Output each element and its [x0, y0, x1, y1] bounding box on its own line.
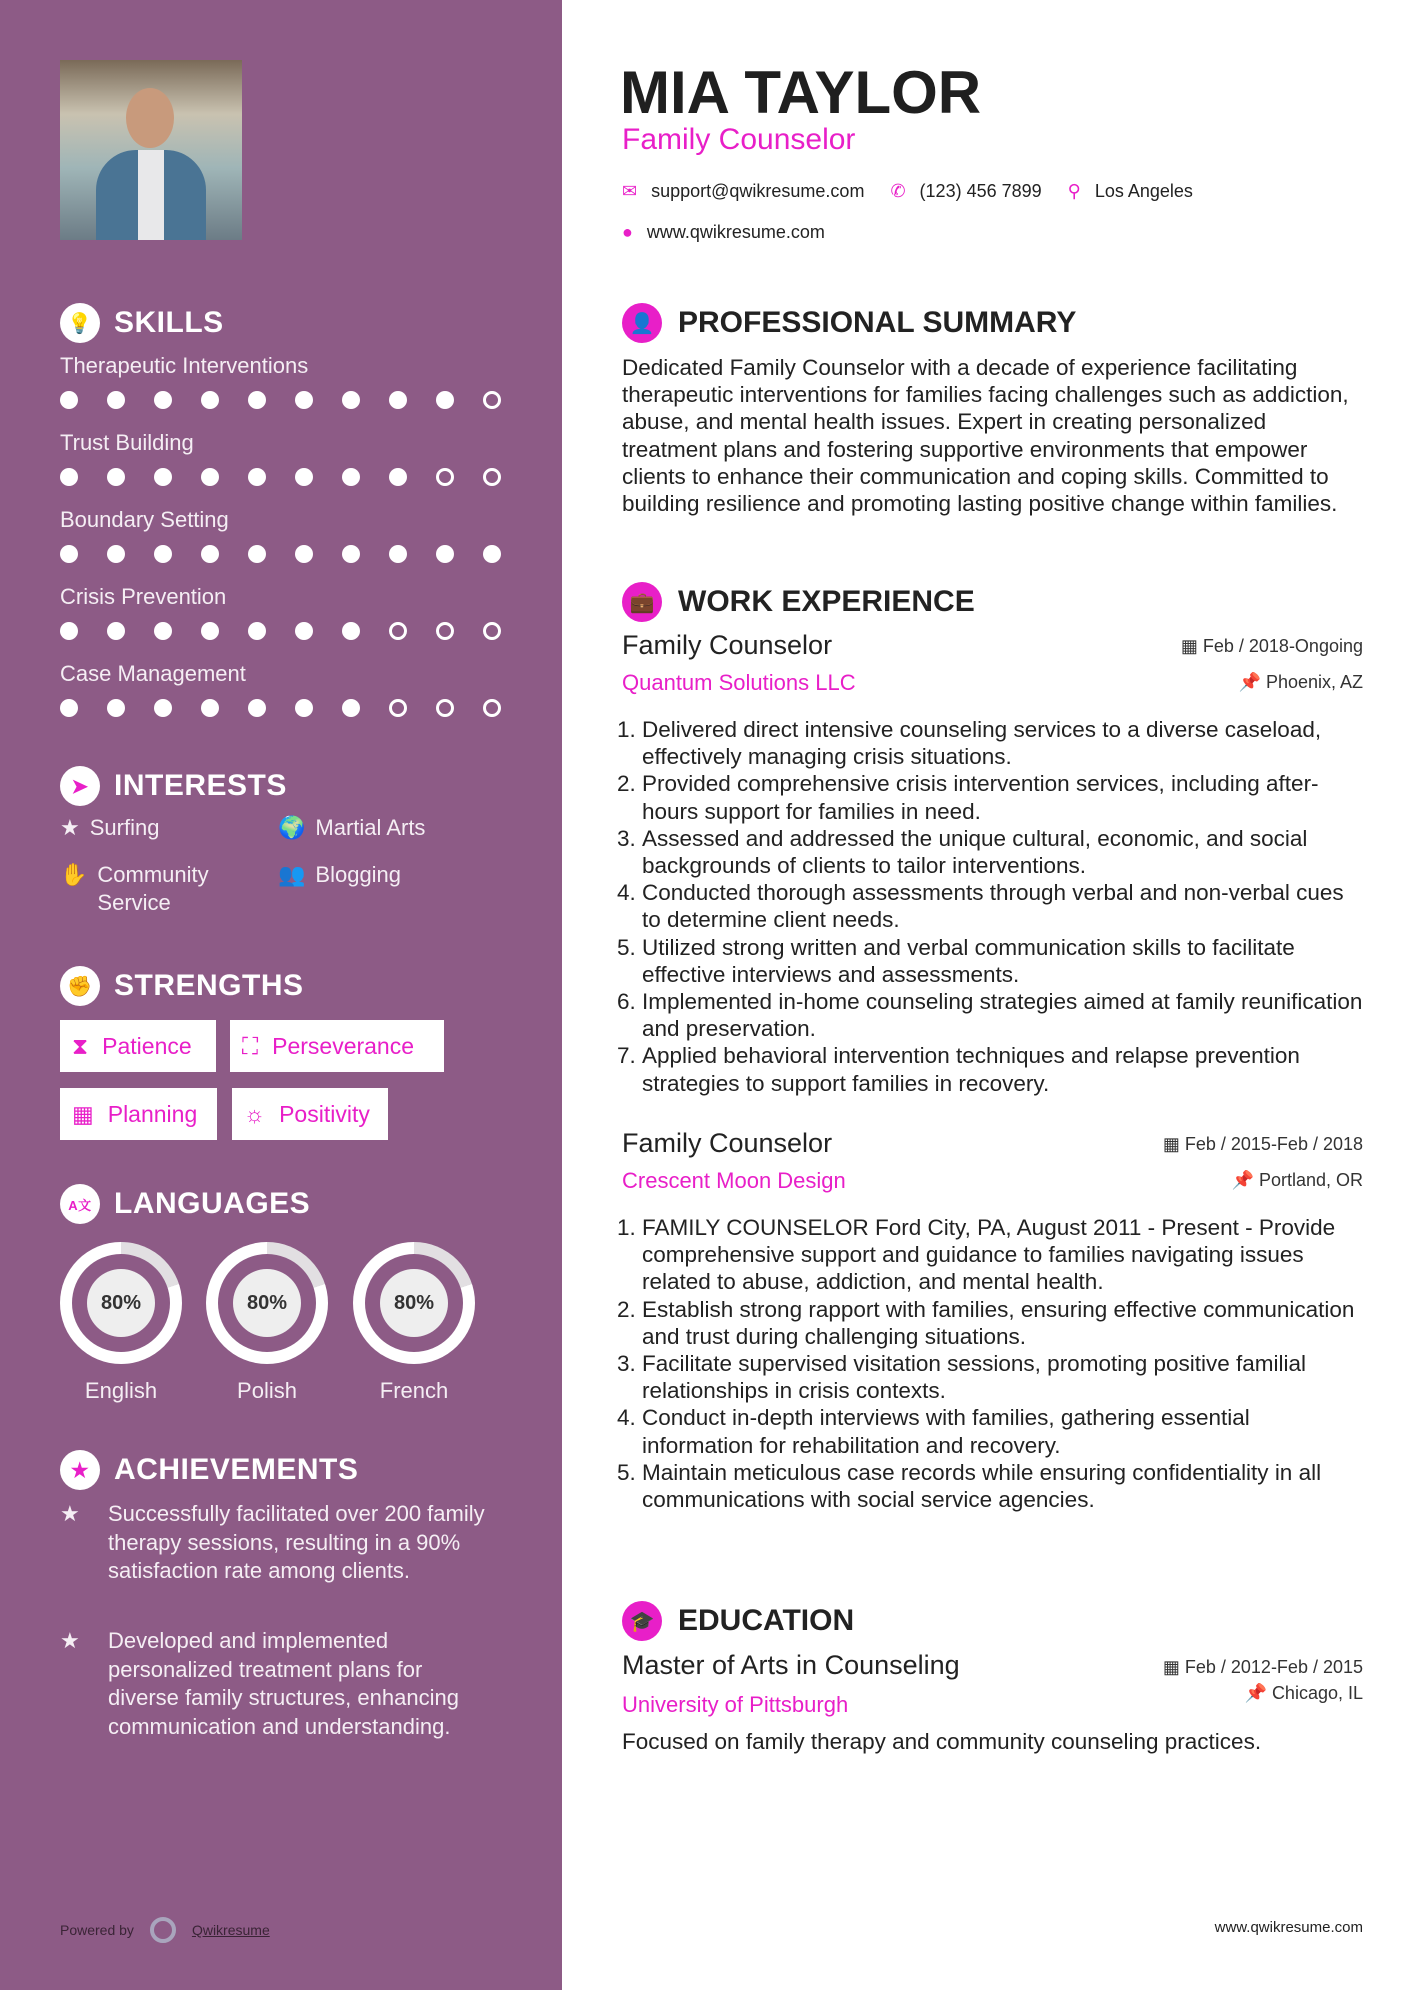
skill-rating — [60, 468, 501, 486]
rating-dot-filled — [389, 468, 407, 486]
rating-dot-empty — [483, 622, 501, 640]
company-name: Quantum Solutions LLC — [622, 670, 856, 695]
users-icon: 👥 — [278, 862, 306, 887]
achievement-item — [60, 1627, 490, 1741]
job-bullets — [622, 716, 1367, 1097]
powered-by-label: Powered by — [60, 1922, 134, 1938]
interest-item — [60, 815, 159, 841]
achievement-item — [60, 1500, 490, 1586]
rating-dot-filled — [248, 622, 266, 640]
calendar-icon: ▦ — [1162, 1134, 1185, 1154]
star-icon: ★ — [60, 1628, 80, 1653]
rating-dot-filled — [201, 391, 219, 409]
map-pin-icon: ⚲ — [1067, 181, 1081, 201]
rating-dot-filled — [154, 391, 172, 409]
star-icon: ★ — [60, 1501, 80, 1526]
interests-heading — [60, 766, 287, 806]
calendar-icon: ▦ — [72, 1100, 94, 1127]
rating-dot-filled — [107, 699, 125, 717]
rating-dot-filled — [295, 622, 313, 640]
job-bullets — [622, 1214, 1367, 1513]
interest-label: Surfing — [89, 815, 160, 840]
rating-dot-empty — [436, 622, 454, 640]
envelope-icon: ✉ — [622, 181, 638, 201]
calendar-icon: ▦ — [1162, 1657, 1185, 1677]
dates: Feb / 2012-Feb / 2015 — [1184, 1657, 1363, 1677]
rating-dot-filled — [483, 545, 501, 563]
hand-icon: ✋ — [60, 862, 88, 887]
location: Phoenix, AZ — [1265, 672, 1363, 692]
dates: Feb / 2018-Ongoing — [1202, 636, 1363, 656]
sun-icon: ☼ — [244, 1100, 266, 1127]
section-title: SKILLS — [114, 306, 224, 339]
strength-label: Planning — [107, 1100, 198, 1127]
job-bullet: 1. Delivered direct intensive counseling services to a diverse caseload, effectively managing crisis situations. — [642, 716, 1367, 770]
skill-name: Trust Building — [60, 430, 194, 455]
section-title: PROFESSIONAL SUMMARY — [678, 306, 1077, 339]
powered-by — [60, 1917, 270, 1943]
language-percent: 80% — [233, 1269, 301, 1337]
rating-dot-filled — [389, 391, 407, 409]
website[interactable]: www.qwikresume.com — [646, 222, 825, 242]
rating-dot-filled — [389, 545, 407, 563]
rating-dot-filled — [248, 699, 266, 717]
job-bullet: 6. Implemented in-home counseling strategies aimed at family reunification and preservation. — [642, 988, 1367, 1042]
interest-label: Martial Arts — [315, 815, 426, 840]
language-item — [206, 1242, 328, 1404]
strength-tag — [230, 1020, 444, 1072]
language-progress-ring — [60, 1242, 182, 1364]
skill-name: Therapeutic Interventions — [60, 353, 309, 378]
globe-icon: ● — [622, 222, 633, 242]
rating-dot-filled — [295, 391, 313, 409]
rating-dot-filled — [60, 622, 78, 640]
rating-dot-filled — [248, 468, 266, 486]
qwikresume-link[interactable]: Qwikresume — [191, 1922, 270, 1938]
job-bullet: 7. Applied behavioral intervention techniques and relapse prevention strategies to support families in recovery. — [642, 1042, 1367, 1096]
rating-dot-filled — [201, 468, 219, 486]
rating-dot-empty — [483, 468, 501, 486]
pin-icon: 📌 — [1238, 672, 1266, 692]
fist-icon: ✊ — [60, 966, 100, 1006]
section-title: LANGUAGES — [114, 1187, 311, 1220]
language-progress-ring — [353, 1242, 475, 1364]
location: Los Angeles — [1094, 181, 1193, 201]
section-title: STRENGTHS — [114, 969, 304, 1002]
education-heading — [622, 1601, 854, 1641]
skill-rating — [60, 622, 501, 640]
section-title: ACHIEVEMENTS — [114, 1453, 359, 1486]
language-percent: 80% — [87, 1269, 155, 1337]
rating-dot-empty — [436, 468, 454, 486]
location: Chicago, IL — [1271, 1683, 1363, 1703]
interest-item — [278, 861, 401, 889]
strengths-heading — [60, 966, 304, 1006]
education-description: Focused on family therapy and community counseling practices. — [622, 1729, 1262, 1754]
rating-dot-filled — [248, 545, 266, 563]
phone-icon: ✆ — [890, 181, 906, 201]
job-location — [1232, 1170, 1363, 1191]
email[interactable]: support@qwikresume.com — [651, 181, 865, 201]
paper-plane-icon: ➤ — [60, 766, 100, 806]
language-name: French — [379, 1378, 449, 1403]
lightbulb-icon: 💡 — [60, 303, 100, 343]
job-bullet: 2. Provided comprehensive crisis intervention services, including after-hours support for families in need. — [642, 770, 1367, 824]
rating-dot-empty — [483, 391, 501, 409]
star-badge-icon: ★ — [60, 1450, 100, 1490]
rating-dot-filled — [342, 699, 360, 717]
language-item — [60, 1242, 182, 1404]
rating-dot-filled — [436, 545, 454, 563]
briefcase-icon: 💼 — [622, 582, 662, 622]
summary-text: Dedicated Family Counselor with a decade of experience facilitating therapeutic interventions for families facing challenges such as addiction, abuse, and mental health issues. Expert in creating personalized treatment plans and fostering supportive environments that empower clients to enhance their communication and coping skills. Committed to building resilience and promoting lasting positive change within families. — [622, 355, 1349, 517]
skill-row — [60, 661, 501, 717]
job-dates — [1181, 636, 1363, 657]
rating-dot-empty — [389, 622, 407, 640]
interest-item — [278, 815, 425, 841]
rating-dot-empty — [436, 699, 454, 717]
rating-dot-filled — [342, 468, 360, 486]
candidate-name: MIA TAYLOR — [620, 59, 982, 126]
user-icon: 👤 — [622, 303, 662, 343]
binoculars-icon: ⛶ — [242, 1032, 259, 1059]
job-bullet: 3. Facilitate supervised visitation sessions, promoting positive familial relationships in crisis contexts. — [642, 1350, 1367, 1404]
rating-dot-filled — [436, 391, 454, 409]
achievement-text: Successfully facilitated over 200 family therapy sessions, resulting in a 90% satisfaction rate among clients. — [108, 1501, 485, 1583]
company-name: Crescent Moon Design — [622, 1168, 846, 1193]
skill-name: Crisis Prevention — [60, 584, 227, 609]
strength-tag — [60, 1088, 217, 1140]
job-location — [1239, 672, 1363, 693]
phone: (123) 456 7899 — [919, 181, 1042, 201]
rating-dot-filled — [295, 545, 313, 563]
skill-rating — [60, 391, 501, 409]
job-title: Family Counselor — [622, 123, 856, 156]
section-title: WORK EXPERIENCE — [678, 585, 975, 618]
language-name: Polish — [237, 1378, 297, 1403]
rating-dot-filled — [342, 622, 360, 640]
strength-label: Perseverance — [272, 1032, 415, 1059]
skill-row — [60, 353, 501, 409]
experience-heading — [622, 582, 975, 622]
rating-dot-filled — [201, 622, 219, 640]
language-name: English — [84, 1378, 158, 1403]
languages-heading — [60, 1184, 310, 1224]
rating-dot-filled — [154, 468, 172, 486]
job-bullet: 3. Assessed and addressed the unique cultural, economic, and social backgrounds of clients to tailor interventions. — [642, 825, 1367, 879]
rating-dot-filled — [107, 622, 125, 640]
profile-photo — [60, 60, 242, 240]
language-percent: 80% — [380, 1269, 448, 1337]
strength-tag — [60, 1020, 216, 1072]
rating-dot-filled — [60, 699, 78, 717]
footer-website[interactable]: www.qwikresume.com — [1214, 1919, 1363, 1936]
rating-dot-empty — [483, 699, 501, 717]
skill-row — [60, 584, 501, 640]
rating-dot-filled — [60, 468, 78, 486]
rating-dot-filled — [154, 622, 172, 640]
interest-label: Community Service — [97, 862, 209, 915]
achievements-heading — [60, 1450, 358, 1490]
skill-row — [60, 430, 501, 486]
rating-dot-filled — [107, 545, 125, 563]
pin-icon: 📌 — [1244, 1683, 1272, 1703]
education-location — [1245, 1683, 1363, 1704]
hourglass-icon: ⧗ — [72, 1032, 89, 1059]
globe-icon: 🌍 — [278, 815, 306, 840]
rating-dot-filled — [154, 545, 172, 563]
rating-dot-filled — [342, 545, 360, 563]
dates: Feb / 2015-Feb / 2018 — [1184, 1134, 1363, 1154]
language-item — [353, 1242, 475, 1404]
skill-rating — [60, 545, 501, 563]
interest-label: Blogging — [315, 862, 402, 887]
rating-dot-filled — [248, 391, 266, 409]
strength-tag — [232, 1088, 388, 1140]
job-bullet: 2. Establish strong rapport with families, ensuring effective communication and trust during challenging situations. — [642, 1296, 1367, 1350]
calendar-icon: ▦ — [1180, 636, 1203, 656]
location: Portland, OR — [1258, 1170, 1363, 1190]
graduation-icon: 🎓 — [622, 1601, 662, 1641]
rating-dot-filled — [107, 468, 125, 486]
skill-name: Boundary Setting — [60, 507, 229, 532]
rating-dot-filled — [60, 391, 78, 409]
achievement-text: Developed and implemented personalized treatment plans for diverse family structures, enhancing communication and understanding. — [108, 1628, 459, 1739]
rating-dot-filled — [342, 391, 360, 409]
rating-dot-filled — [201, 699, 219, 717]
sidebar — [0, 0, 562, 1990]
star-icon: ★ — [60, 815, 80, 840]
contact-row — [622, 181, 1193, 202]
rating-dot-filled — [107, 391, 125, 409]
education-dates — [1163, 1657, 1363, 1678]
section-title: EDUCATION — [678, 1604, 855, 1637]
section-title: INTERESTS — [114, 769, 287, 802]
rating-dot-empty — [389, 699, 407, 717]
translate-icon: A文 — [60, 1184, 100, 1224]
strength-label: Patience — [102, 1032, 192, 1059]
job-bullet: 4. Conducted thorough assessments through verbal and non-verbal cues to determine client needs. — [642, 879, 1367, 933]
rating-dot-filled — [295, 699, 313, 717]
rating-dot-filled — [60, 545, 78, 563]
language-progress-ring — [206, 1242, 328, 1364]
skill-name: Case Management — [60, 661, 246, 686]
skill-row — [60, 507, 501, 563]
degree: Master of Arts in Counseling — [622, 1650, 960, 1680]
job-role: Family Counselor — [622, 630, 833, 660]
qwikresume-logo-icon — [150, 1917, 176, 1943]
rating-dot-filled — [201, 545, 219, 563]
summary-heading — [622, 303, 1076, 343]
strength-label: Positivity — [279, 1100, 370, 1127]
job-role: Family Counselor — [622, 1128, 833, 1158]
skills-heading — [60, 303, 224, 343]
skill-rating — [60, 699, 501, 717]
rating-dot-filled — [295, 468, 313, 486]
interest-item — [60, 861, 250, 917]
job-bullet: 1. FAMILY COUNSELOR Ford City, PA, August 2011 - Present - Provide comprehensive support and guidance to families navigating issues related to abuse, addiction, and mental health. — [642, 1214, 1367, 1296]
website-row — [622, 222, 825, 243]
job-bullet: 4. Conduct in-depth interviews with families, gathering essential information for rehabilitation and recovery. — [642, 1404, 1367, 1458]
job-dates — [1163, 1134, 1363, 1155]
rating-dot-filled — [154, 699, 172, 717]
pin-icon: 📌 — [1231, 1170, 1259, 1190]
skills-list — [60, 353, 501, 738]
job-bullet: 5. Utilized strong written and verbal communication skills to facilitate effective interviews and assessments. — [642, 934, 1367, 988]
job-bullet: 5. Maintain meticulous case records while ensuring confidentiality in all communications with social service agencies. — [642, 1459, 1367, 1513]
school: University of Pittsburgh — [622, 1692, 849, 1717]
